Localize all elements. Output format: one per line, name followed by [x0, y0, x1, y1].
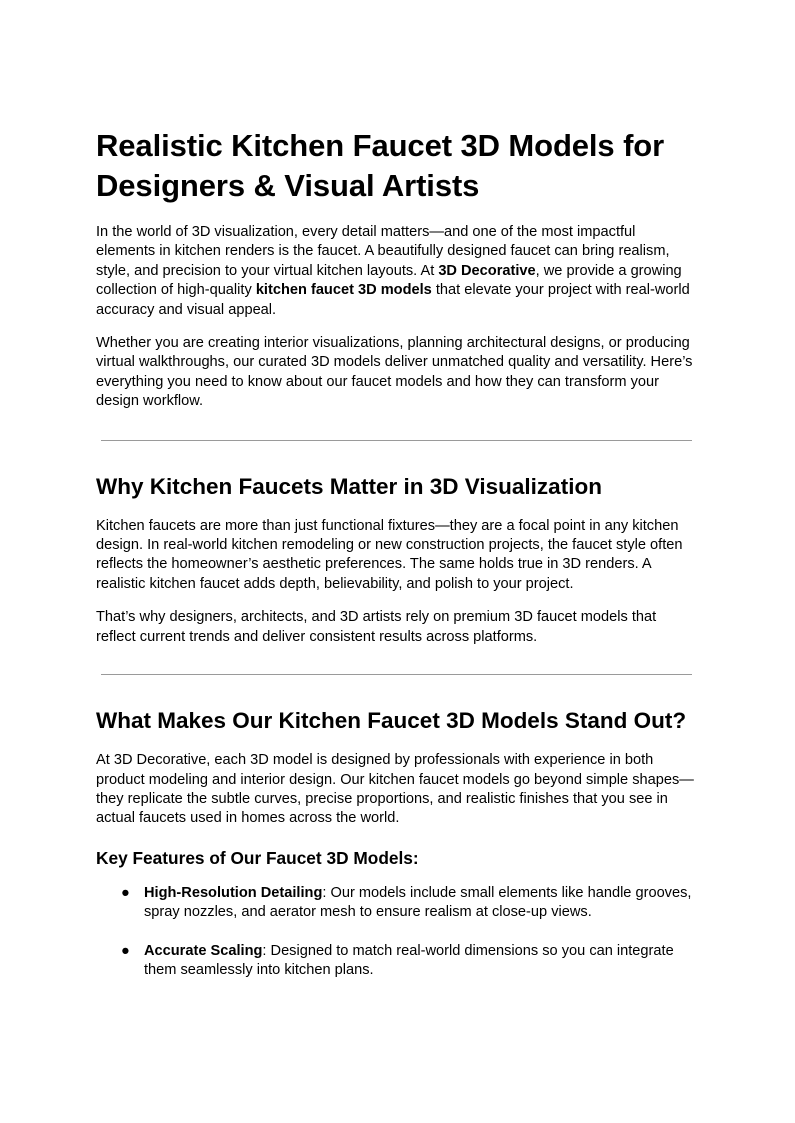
list-item	[96, 942, 696, 981]
features-subheading: Key Features of Our Faucet 3D Models:	[96, 847, 419, 868]
section1-paragraph-2: That’s why designers, architects, and 3D artists rely on premium 3D faucet models that reflect current trends and deliver consistent results across platforms.	[96, 609, 657, 645]
feature-label: Accurate Scaling	[144, 942, 263, 959]
feature-text: : Designed to match real-world dimensions so you can integrate them seamlessly into kitchen plans.	[144, 942, 674, 978]
list-item	[96, 884, 696, 923]
section-heading-stand-out: What Makes Our Kitchen Faucet 3D Models Stand Out?	[96, 708, 687, 734]
section-heading-why: Why Kitchen Faucets Matter in 3D Visualization	[96, 473, 602, 499]
document-content	[96, 126, 696, 999]
intro-text-d: that elevate your project with real-world accuracy and visual appeal.	[96, 282, 690, 318]
keyword-bold: kitchen faucet 3D models	[255, 282, 432, 299]
page-title: Realistic Kitchen Faucet 3D Models for Designers & Visual Artists	[96, 128, 665, 203]
intro-paragraph-2: Whether you are creating interior visualizations, planning architectural designs, or producing virtual walkthroughs, our curated 3D models deliver unmatched quality and versatility. Here’s everything you need to know about our faucet models and how they can transform your design workflow.	[96, 335, 693, 410]
intro-text-c: , we provide a growing collection of high-quality	[96, 262, 682, 299]
bullet-icon: ●	[121, 884, 130, 901]
bullet-icon: ●	[121, 942, 130, 959]
section1-paragraph-1: Kitchen faucets are more than just functional fixtures—they are a focal point in any kitchen design. In real-world kitchen remodeling or new construction projects, the faucet style often reflects the homeowner’s aesthetic preferences. The same holds true in 3D renders. A realistic kitchen faucet adds depth, believability, and polish to your project.	[96, 517, 683, 592]
intro-text-a: In the world of 3D visualization, every detail matters—and one of the most impactful elements in kitchen renders is the faucet. A beautifully designed faucet can bring realism, style, and precision to your virtual kitchen layouts. At	[96, 224, 670, 279]
intro-paragraph-1	[96, 223, 696, 320]
horizontal-divider	[101, 440, 692, 441]
brand-name-bold: 3D Decorative	[438, 262, 536, 279]
feature-text: : Our models include small elements like handle grooves, spray nozzles, and aerator mesh to ensure realism at close-up views.	[144, 884, 692, 921]
horizontal-divider	[101, 674, 692, 675]
feature-label: High-Resolution Detailing	[144, 884, 323, 901]
section2-paragraph-1: At 3D Decorative, each 3D model is designed by professionals with experience in both product modeling and interior design. Our kitchen faucet models go beyond simple shapes—they replicate the subtle curves, precise proportions, and realistic finishes that you see in actual faucets used in homes across the world.	[96, 752, 694, 827]
features-list	[96, 884, 696, 981]
